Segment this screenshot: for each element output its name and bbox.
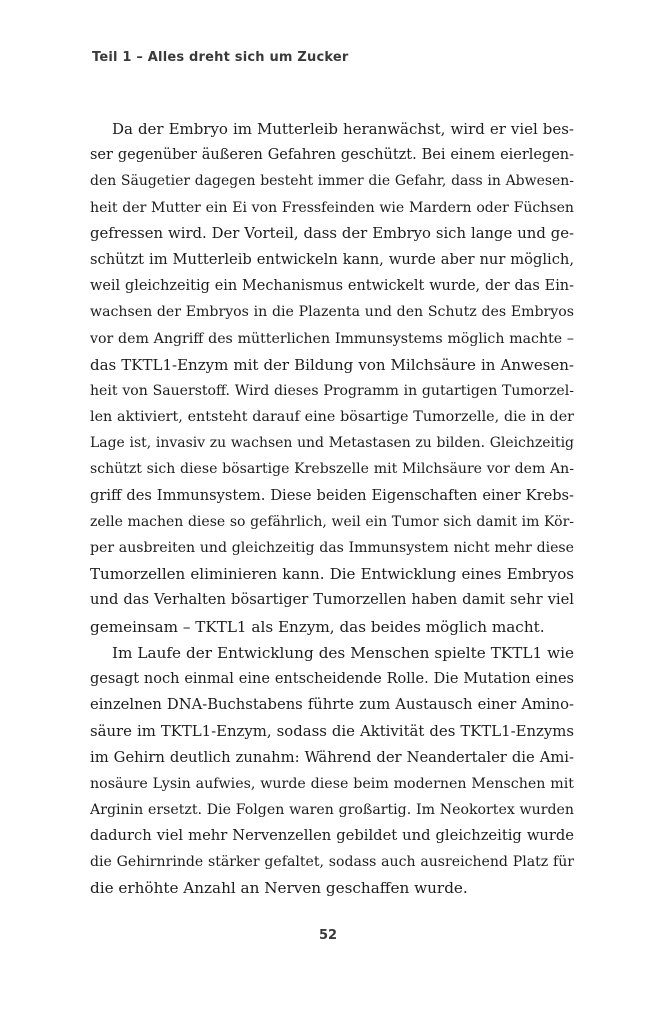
body-text xyxy=(90,116,574,902)
text-line: zelle machen diese so gefährlich, weil ein Tumor sich damit im Kör- xyxy=(90,513,574,530)
text-line: und das Verhalten bösartiger Tumorzellen haben damit sehr viel xyxy=(90,591,574,609)
text-line: säure im TKTL1-Enzym, sodass die Aktivität des TKTL1-Enzyms xyxy=(90,722,574,741)
text-line: len aktiviert, entsteht darauf eine bösartige Tumorzelle, die in der xyxy=(90,409,574,426)
text-line: Im Laufe der Entwicklung des Menschen spielte TKTL1 wie xyxy=(112,643,574,662)
text-line: Da der Embryo im Mutterleib heranwächst, wird er viel bes- xyxy=(112,120,574,138)
text-line: weil gleichzeitig ein Mechanismus entwickelt wurde, der das Ein- xyxy=(90,278,574,295)
text-line: Arginin ersetzt. Die Folgen waren großartig. Im Neokortex wurden xyxy=(90,801,574,818)
text-line: einzelnen DNA-Buchstabens führte zum Austausch einer Amino- xyxy=(90,696,574,714)
text-line: schützt sich diese bösartige Krebszelle mit Milchsäure vor dem An- xyxy=(90,461,574,478)
text-line: per ausbreiten und gleichzeitig das Immunsystem nicht mehr diese xyxy=(90,540,574,556)
running-header: Teil 1 – Alles dreht sich um Zucker xyxy=(92,50,349,65)
paragraph-2 xyxy=(90,640,574,902)
page-number: 52 xyxy=(318,928,338,943)
text-line: gefressen wird. Der Vorteil, dass der Embryo sich lange und ge- xyxy=(90,224,574,242)
text-line: die erhöhte Anzahl an Nerven geschaffen wurde. xyxy=(90,879,468,898)
text-line: das TKTL1-Enzym mit der Bildung von Milchsäure in Anwesen- xyxy=(90,355,574,374)
paragraph-1 xyxy=(90,116,574,640)
text-line: gesagt noch einmal eine entscheidende Rolle. Die Mutation eines xyxy=(90,670,574,687)
text-line: wachsen der Embryos in die Plazenta und den Schutz des Embryos xyxy=(90,304,574,321)
text-line: Lage ist, invasiv zu wachsen und Metastasen zu bilden. Gleichzeitig xyxy=(90,435,574,452)
text-line: den Säugetier dagegen besteht immer die Gefahr, dass in Abwesen- xyxy=(90,173,574,190)
text-line: nosäure Lysin aufwies, wurde diese beim modernen Menschen mit xyxy=(90,775,574,792)
text-line: dadurch viel mehr Nervenzellen gebildet und gleichzeitig wurde xyxy=(90,827,574,845)
text-line: heit der Mutter ein Ei von Fressfeinden wie Mardern oder Füchsen xyxy=(90,199,574,216)
text-line: gemeinsam – TKTL1 als Enzym, das beides möglich macht. xyxy=(90,617,545,636)
text-line: heit von Sauerstoff. Wird dieses Programm in gutartigen Tumorzel- xyxy=(90,382,574,399)
text-line: im Gehirn deutlich zunahm: Während der Neandertaler die Ami- xyxy=(90,748,574,766)
text-line: vor dem Angriff des mütterlichen Immunsystems möglich machte – xyxy=(90,330,574,347)
text-line: schützt im Mutterleib entwickeln kann, wurde aber nur möglich, xyxy=(90,250,574,268)
text-line: griff des Immunsystem. Diese beiden Eigenschaften einer Krebs- xyxy=(90,486,574,504)
text-line: ser gegenüber äußeren Gefahren geschützt. Bei einem eierlegen- xyxy=(90,147,574,164)
text-line: die Gehirnrinde stärker gefaltet, sodass auch ausreichend Platz für xyxy=(90,854,574,871)
text-line: Tumorzellen eliminieren kann. Die Entwicklung eines Embryos xyxy=(90,565,574,584)
